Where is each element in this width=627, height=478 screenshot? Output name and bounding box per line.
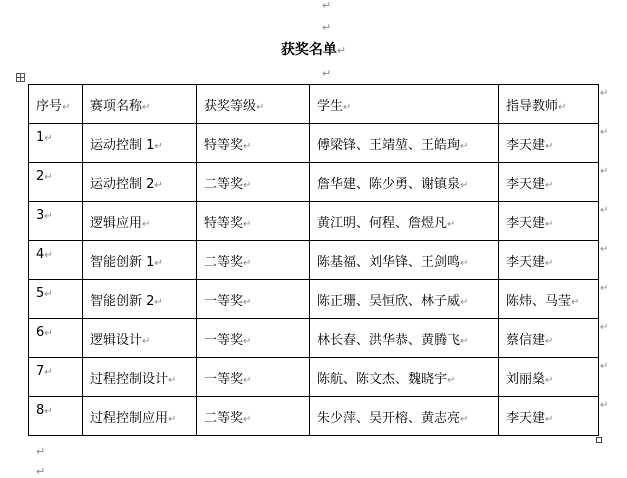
cell-students: 詹华建、陈少勇、谢镇泉↵: [310, 163, 499, 202]
paragraph-mark: ↵: [36, 465, 46, 478]
cell-no: 8↵: [29, 397, 83, 436]
table-move-handle-icon[interactable]: [16, 73, 25, 82]
row-end-mark: ↵: [600, 205, 609, 216]
cell-level: 二等奖↵: [197, 163, 310, 202]
cell-event: 运动控制 2↵: [83, 163, 197, 202]
cell-students: 朱少萍、吴开榕、黄志亮↵: [310, 397, 499, 436]
cell-level: 特等奖↵: [197, 202, 310, 241]
cell-teacher: 李天建↵: [499, 241, 599, 280]
cell-event: 逻辑应用↵: [83, 202, 197, 241]
paragraph-mark: ↵: [322, 21, 332, 34]
cell-students: 黄江明、何程、詹煜凡↵: [310, 202, 499, 241]
row-end-mark: ↵: [600, 283, 609, 294]
paragraph-mark: ↵: [322, 0, 332, 12]
cell-students: 林长春、洪华恭、黄腾飞↵: [310, 319, 499, 358]
row-end-mark: ↵: [600, 361, 609, 372]
paragraph-mark: ↵: [336, 44, 347, 57]
cell-event: 逻辑设计↵: [83, 319, 197, 358]
row-end-mark: ↵: [600, 88, 609, 99]
awards-table: [28, 84, 599, 436]
cell-level: 二等奖↵: [197, 241, 310, 280]
cell-no: 3↵: [29, 202, 83, 241]
cell-students: 陈航、陈文杰、魏晓宇↵: [310, 358, 499, 397]
row-end-mark: ↵: [600, 166, 609, 177]
cell-level: 一等奖↵: [197, 358, 310, 397]
header-cell-event: 赛项名称↵: [83, 85, 197, 124]
cell-teacher: 李天建↵: [499, 163, 599, 202]
row-end-mark: ↵: [600, 322, 609, 333]
cell-no: 5↵: [29, 280, 83, 319]
cell-teacher: 蔡信建↵: [499, 319, 599, 358]
table-row: [29, 241, 599, 280]
cell-no: 4↵: [29, 241, 83, 280]
table-row: [29, 280, 599, 319]
cell-event: 智能创新 1↵: [83, 241, 197, 280]
table-header-row: [29, 85, 599, 124]
table-row: [29, 202, 599, 241]
table-row: [29, 358, 599, 397]
document-title: 获奖名单: [280, 42, 337, 58]
cell-event: 过程控制设计↵: [83, 358, 197, 397]
cell-no: 7↵: [29, 358, 83, 397]
cell-event: 运动控制 1↵: [83, 124, 197, 163]
cell-event: 智能创新 2↵: [83, 280, 197, 319]
header-cell-students: 学生↵: [310, 85, 499, 124]
cell-students: 陈正珊、吴恒欣、林子威↵: [310, 280, 499, 319]
table-row: [29, 319, 599, 358]
cell-teacher: 李天建↵: [499, 397, 599, 436]
paragraph-mark: ↵: [36, 445, 46, 458]
paragraph-mark: ↵: [322, 67, 332, 80]
cell-level: 特等奖↵: [197, 124, 310, 163]
table-row: [29, 124, 599, 163]
row-end-mark: ↵: [600, 127, 609, 138]
cell-level: 一等奖↵: [197, 280, 310, 319]
cell-teacher: 刘丽燊↵: [499, 358, 599, 397]
cell-no: 2↵: [29, 163, 83, 202]
cell-teacher: 李天建↵: [499, 124, 599, 163]
table-row: [29, 397, 599, 436]
row-end-mark: ↵: [600, 244, 609, 255]
header-cell-teacher: 指导教师↵: [499, 85, 599, 124]
cell-event: 过程控制应用↵: [83, 397, 197, 436]
header-cell-level: 获奖等级↵: [197, 85, 310, 124]
cell-no: 1↵: [29, 124, 83, 163]
cell-students: 陈基福、刘华锋、王剑鸣↵: [310, 241, 499, 280]
document-title-line: [0, 40, 627, 61]
cell-teacher: 李天建↵: [499, 202, 599, 241]
header-cell-no: 序号↵: [29, 85, 83, 124]
table-resize-handle-icon[interactable]: [596, 437, 602, 443]
cell-students: 傅梁锋、王靖堃、王皓珣↵: [310, 124, 499, 163]
cell-level: 二等奖↵: [197, 397, 310, 436]
table-row: [29, 163, 599, 202]
cell-no: 6↵: [29, 319, 83, 358]
cell-level: 一等奖↵: [197, 319, 310, 358]
row-end-mark: ↵: [600, 400, 609, 411]
cell-teacher: 陈炜、马莹↵: [499, 280, 599, 319]
